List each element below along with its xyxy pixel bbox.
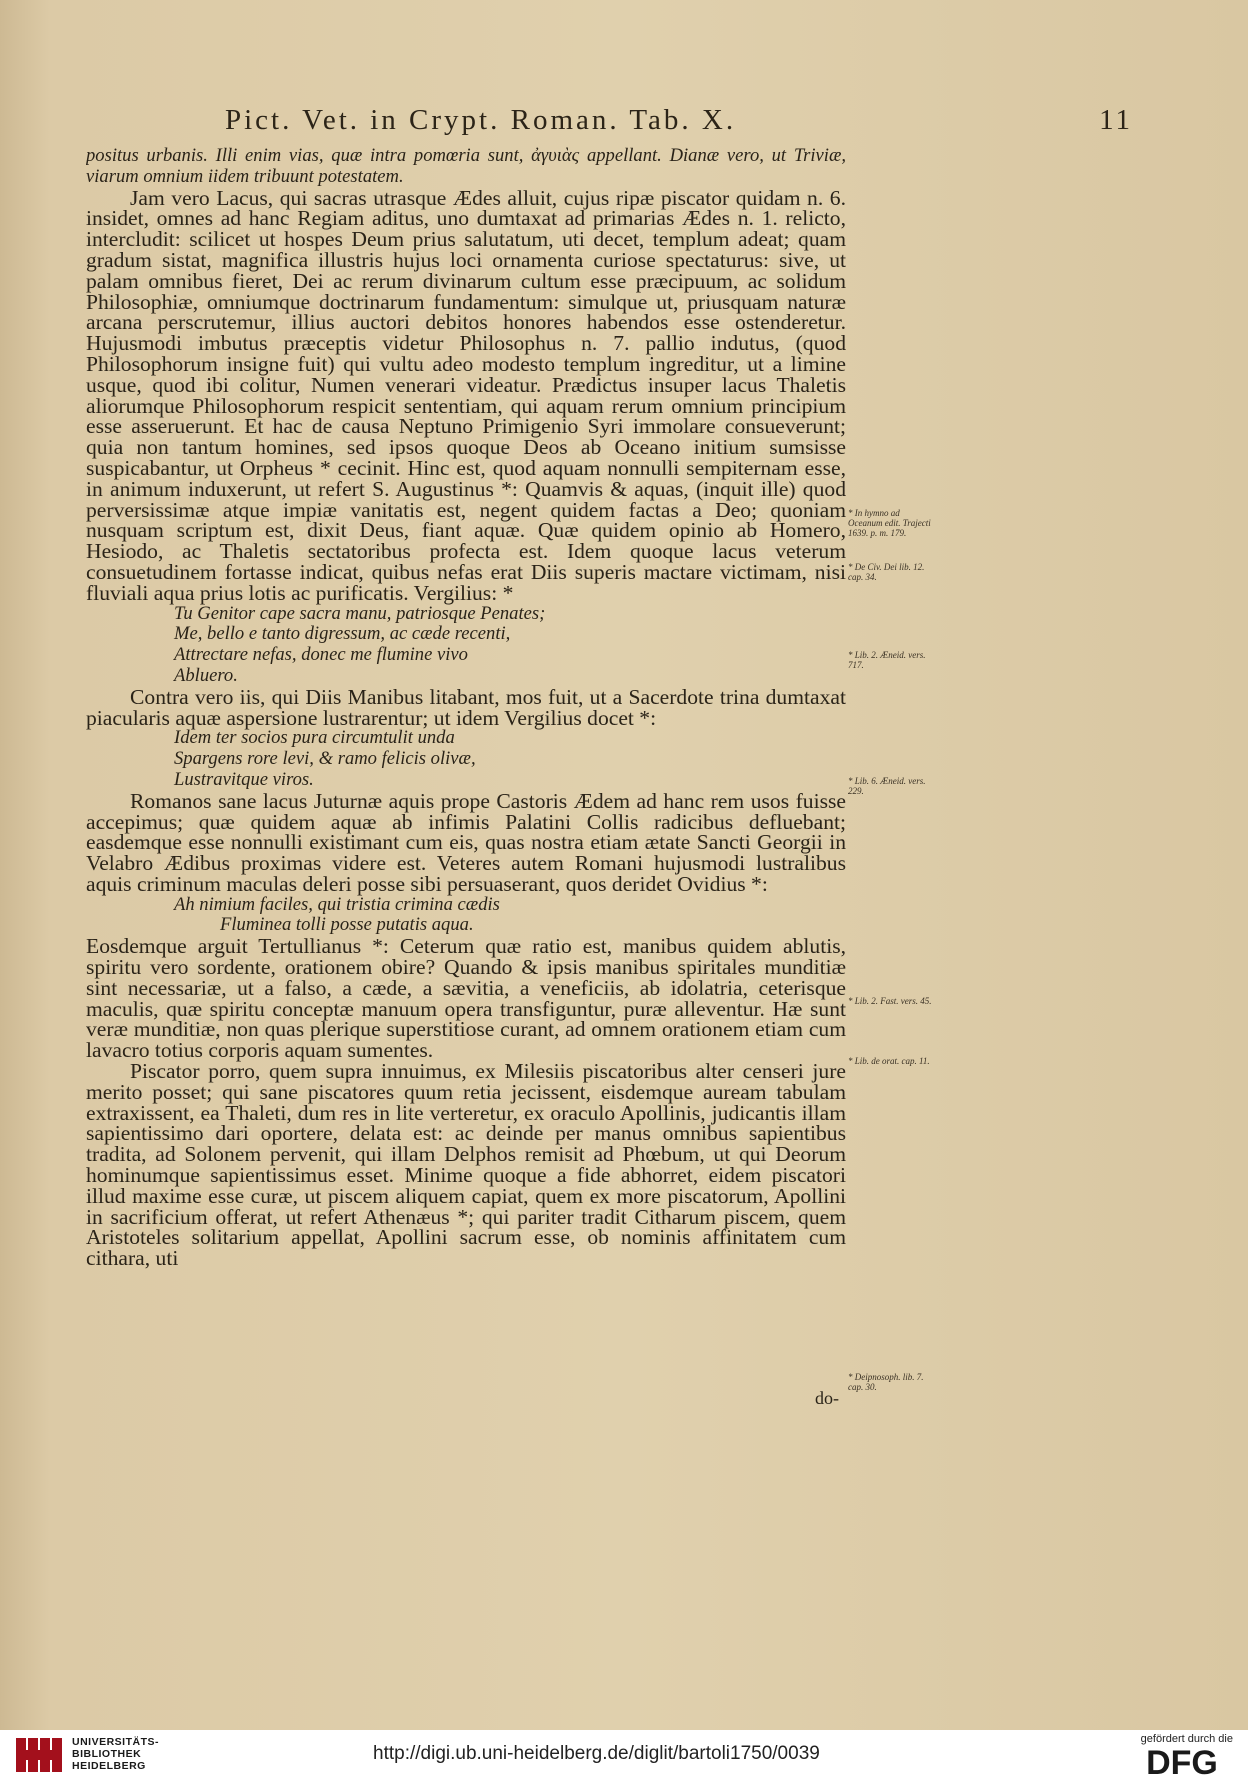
permalink-url[interactable]: http://digi.ub.uni-heidelberg.de/diglit/bartoli1750/0039 xyxy=(373,1743,820,1764)
margin-note: * De Civ. Dei lib. 12. cap. 34. xyxy=(848,562,925,582)
verse-line: Abluero. xyxy=(174,664,238,686)
verse-vergil-1 xyxy=(174,604,846,687)
verse-vergil-2 xyxy=(174,728,846,790)
verse-line: Spargens rore levi, & ramo felicis olivæ, xyxy=(174,748,476,770)
main-text xyxy=(86,146,846,1386)
margin-note: * Deipnosoph. lib. 7. cap. 30. xyxy=(848,1372,924,1392)
verse-line: Fluminea tolli posse putatis aqua. xyxy=(220,914,474,936)
running-header xyxy=(205,104,1165,140)
catchword: do- xyxy=(815,1388,839,1408)
page-number: 11 xyxy=(1099,104,1133,136)
svg-text:DFG: DFG xyxy=(1146,1745,1218,1777)
dfg-logo-icon xyxy=(1134,1745,1230,1777)
margin-note: * Lib. 2. Fast. vers. 45. xyxy=(848,996,932,1006)
verse-line: Attrectare nefas, donec me flumine vivo xyxy=(174,644,468,666)
verse-ovid xyxy=(174,895,846,937)
university-library-logo-icon xyxy=(16,1738,62,1772)
header-title: Pict. Vet. in Crypt. Roman. Tab. X. xyxy=(225,104,737,136)
verse-line: Tu Genitor cape sacra manu, patriosque Penates; xyxy=(174,602,546,624)
verse-line: Me, bello e tanto digressum, ac cæde recenti, xyxy=(174,623,511,645)
margin-note: * In hymno ad Oceanum edit. Trajecti 1639. p. m. 179. xyxy=(848,508,931,538)
viewer-footer xyxy=(0,1730,1248,1779)
margin-note: * Lib. 6. Æneid. vers. 229. xyxy=(848,776,926,796)
margin-note: * Lib. de orat. cap. 11. xyxy=(848,1056,930,1066)
verse-line: Ah nimium faciles, qui tristia crimina cædis xyxy=(174,893,500,915)
paragraph-0: positus urbanis. Illi enim vias, quæ intra pomœria sunt, ἀγυιὰς appellant. Dianæ vero, ut Triviæ, viarum omnium iidem tribuunt potestatem. xyxy=(86,146,846,187)
paragraph-3: Romanos sane lacus Juturnæ aquis prope Castoris Ædem ad hanc rem usos fuisse accepimus; quæ quidem aquæ ab infimis Palatini Collis radicibus defluebant; easdemque esse nonnulli existimant cum eis, quas nostra etiam ætate Sancti Georgii in Velabro Ædibus proximas videre est. Veteres autem Romani hujusmodi lustralibus aquis criminum maculas deleri posse sibi persuaserant, quos deridet Ovidius *: xyxy=(86,788,846,896)
paragraph-4: Eosdemque arguit Tertullianus *: Ceterum quæ ratio est, manibus quidem ablutis, spiritu vero sordente, orationem obire? Quando & ipsis manibus spiritales munditiæ sint necessariæ, ut a falso, a cæde, a sævitia, a veneficiis, ab idolatria, ceterisque maculis, quæ spiritu conceptæ manuum opera transfiguntur, puræ alleventur. Hæ sunt veræ munditiæ, non quas plerique superstitiose curant, ad omnem orationem etiam cum lavacro totius corporis aquam sumentes. xyxy=(86,934,846,1063)
verse-line: Lustravitque viros. xyxy=(174,768,314,790)
library-name: UNIVERSITÄTS- BIBLIOTHEK HEIDELBERG xyxy=(72,1736,160,1772)
paragraph-1: Jam vero Lacus, qui sacras utrasque Ædes alluit, cujus ripæ piscator quidam n. 6. insidet, omnes ad hanc Regiam aditus, uno dumtaxat ad primarias Ædes n. 1. relicto, intercludit: scilicet ut hospes Deum prius salutatum, uti decet, templum adeat; quam gradum sistat, magnifica illustris hujus loci ornamenta curiose spectaturus: sive, ut palam omnibus fieret, Dei ac rerum divinarum cultum esse præcipuum, ac solidum Philosophiæ, omniumque doctrinarum fundamentum: simulque ut, priusquam naturæ arcana perscrutemur, illius auctori debitos honores habendos esse ostenderetur. Hujusmodi imbutus præceptis videtur Philosophus n. 7. pallio indutus, (quod Philosophorum insigne fuit) qui vultu adeo modesto templum ingreditur, ut a limine usque, quod ibi colitur, Numen venerari videatur. Prædictus insuper lacus Thaletis aliorumque Philosophorum respicit sententiam, qui aquam rerum omnium principium esse asseruerunt. Et hac de causa Neptuno Primigenio Syri immolare consueverunt; quia non tantum homines, sed ipsos quoque Deos ab Oceano initium sumsisse suspicabantur, ut Orpheus * cecinit. Hinc est, quod aquam nonnulli sempiternam esse, in animum induxerunt, ut refert S. Augustinus *: Quamvis & aquas, (inquit ille) quod perversissimæ atque impiæ vanitatis est, negent quidem factas a Deo; quoniam nusquam scriptum est, dixit Deus, fiant aquæ. Quæ quidem opinio ab Homero, Hesiodo, ac Thaletis sectatoribus profecta est. Idem quoque lacus veterum consuetudinem fortasse indicat, quibus nefas erat Diis superis mactare victimam, nisi fluviali aqua prius lotis ac purificatis. Vergilius: * xyxy=(86,185,846,605)
paragraph-2: Contra vero iis, qui Diis Manibus litabant, mos fuit, ut a Sacerdote trina dumtaxat piacularis aquæ aspersione lustrarentur; ut idem Vergilius docet *: xyxy=(86,684,846,730)
funding-note: gefördert durch die xyxy=(1140,1733,1233,1745)
margin-note: * Lib. 2. Æneid. vers. 717. xyxy=(848,650,926,670)
paragraph-5: Piscator porro, quem supra innuimus, ex Milesiis piscatoribus alter censeri jure merito posset; qui sane piscatores quum retia jecissent, eisdemque auream tabulam extraxissent, ea Thaleti, dum res in lite verteretur, ex oraculo Apollinis, judicantis illam sapientissimo dari oportere, delata est: ac deinde per manus omnibus sapientibus tradita, ad Solonem pervenit, qui illam Delphos remisit ad Phœbum, ut qui Deorum hominumque sapientissimus esset. Minime quoque a fide abhorret, eidem piscatori illud maxime esse curæ, ut piscem aliquem capiat, quem ex more piscatorum, Apollini in sacrificium offerat, ut refert Athenæus *; qui pariter tradit Citharum piscem, quem Aristoteles solitarium appellat, Apollini sacrum esse, ob nominis affinitatem cum cithara, uti xyxy=(86,1059,846,1271)
verse-line: Idem ter socios pura circumtulit unda xyxy=(174,727,455,749)
